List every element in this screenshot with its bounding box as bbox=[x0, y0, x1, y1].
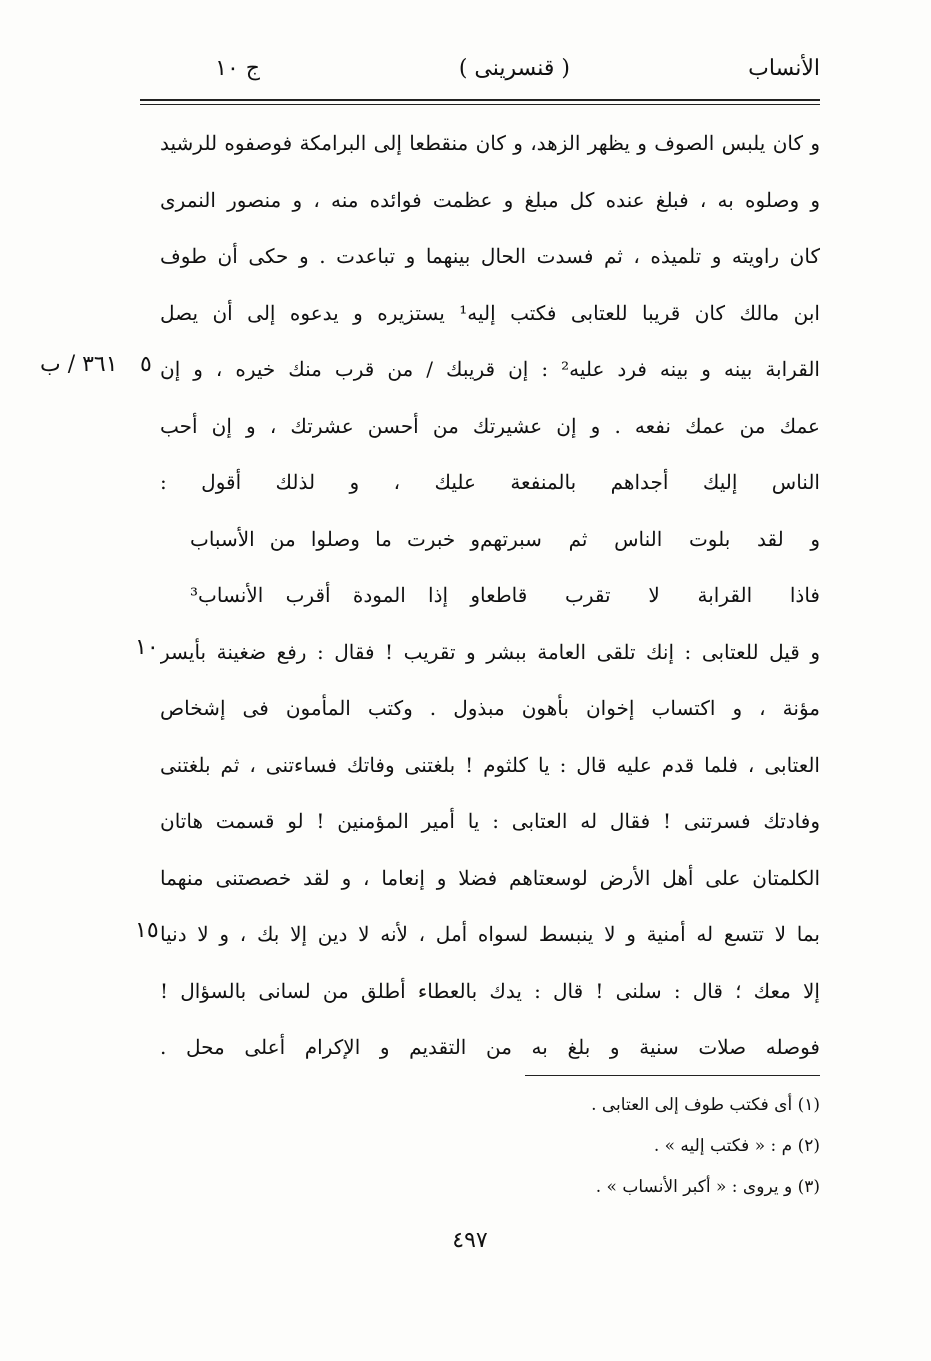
header-volume: ج ١٠ bbox=[215, 56, 260, 81]
verse-second-hemistich: و خبرت ما وصلوا من الأسباب bbox=[190, 526, 480, 551]
text-line: الكلمتان على أهل الأرض لوسعتاهم فضلا و إنعاما ، و لقد خصصتنى منهما bbox=[160, 865, 820, 890]
footnote: (٢) م : « فكتب إليه » . bbox=[653, 1136, 820, 1156]
text-line: القرابة بينه و بينه فرد عليه² : إن قريبك / من قرب منك خيره ، و إن bbox=[160, 357, 820, 381]
header-nisba: ( قنسرينى ) bbox=[458, 56, 570, 81]
folio-marker: ٣٦١ / ب bbox=[40, 352, 118, 377]
verse-first-hemistich: و لقد بلوت الناس ثم سبرتهم bbox=[480, 526, 820, 551]
text-line: كان راويته و تلميذه ، ثم فسدت الحال بينهما و تباعدت . و حكى أن طوف bbox=[160, 244, 820, 268]
text-line: عمك من عمك نفعه . و إن عشيرتك من أحسن عشرتك ، و إن أحب bbox=[160, 413, 820, 438]
text-line: ابن مالك كان قريبا للعتابى فكتب إليه¹ يستزيره و يدعوه إلى أن يصل bbox=[160, 300, 820, 325]
line-number-15: ١٥ bbox=[135, 918, 159, 943]
footnote: (٣) و يروى : « أكبر الأنساب » . bbox=[595, 1177, 820, 1197]
page-number: ٤٩٧ bbox=[452, 1228, 488, 1253]
text-line: العتابى ، فلما قدم عليه قال : يا كلثوم ! بلغتنى وفاتك فساءتنى ، ثم بلغتنى bbox=[160, 752, 820, 777]
verse-first-hemistich: فاذا القرابة لا تقرب قاطعا bbox=[480, 583, 820, 607]
verse-line bbox=[160, 567, 820, 624]
running-header bbox=[140, 52, 820, 96]
verse-second-hemistich: و إذا المودة أقرب الأنساب³ bbox=[190, 583, 480, 607]
text-line: الناس إليك أجداهم بالمنفعة عليك ، و لذلك أقول : bbox=[160, 470, 820, 494]
text-line: و وصلوه به ، فبلغ عنده كل مبلغ و عظمت فوائده منه ، و منصور النمرى bbox=[160, 187, 820, 212]
text-line: و كان يلبس الصوف و يظهر الزهد، و كان منقطعا إلى البرامكة فوصفوه للرشيد bbox=[160, 131, 820, 155]
header-title: الأنساب bbox=[748, 56, 820, 81]
text-line: بما لا تتسع له أمنية و لا ينبسط لسواه أمل ، لأنه لا دين إلا بك ، و لا دنيا bbox=[160, 922, 820, 946]
main-text bbox=[160, 115, 820, 1076]
header-rule-thick bbox=[140, 99, 820, 101]
text-line: مؤنة ، و اكتساب إخوان بأهون مبذول . وكتب المأمون فى إشخاص bbox=[160, 696, 820, 720]
text-line: إلا معك ؛ قال : سلنى ! قال : يدك بالعطاء أطلق من لسانى بالسؤال ! bbox=[160, 978, 820, 1003]
text-line: فوصله صلات سنية و بلغ به من التقديم و الإكرام أعلى محل . bbox=[160, 1035, 820, 1059]
verse-line bbox=[160, 511, 820, 568]
line-number-5: ٥ bbox=[140, 352, 152, 377]
footnote-rule bbox=[525, 1075, 820, 1076]
footnote: (١) أى فكتب طوف إلى العتابى . bbox=[591, 1095, 820, 1115]
line-number-10: ١٠ bbox=[135, 635, 159, 660]
footnotes bbox=[300, 1085, 820, 1208]
text-line: و قيل للعتابى : إنك تلقى العامة ببشر و تقريب ! فقال : رفع ضغينة بأيسر bbox=[160, 639, 820, 664]
text-line: وفادتك فسرتنى ! فقال له العتابى : يا أمير المؤمنين ! لو قسمت هاتان bbox=[160, 809, 820, 833]
header-rule-thin bbox=[140, 104, 820, 105]
